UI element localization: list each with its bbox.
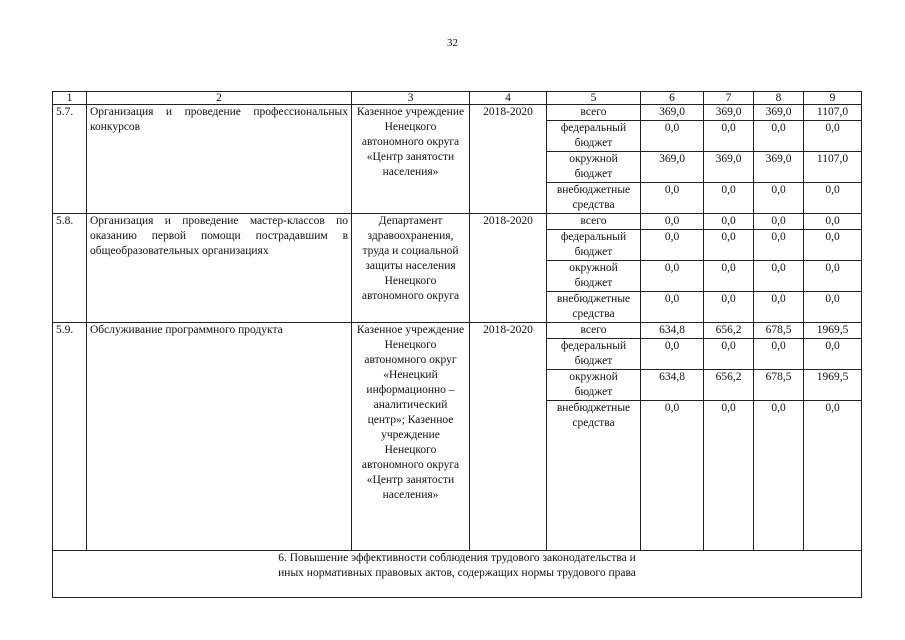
amount-cell: 0,0 — [804, 121, 862, 152]
amount-cell: 0,0 — [804, 214, 862, 230]
amount-cell: 0,0 — [641, 121, 704, 152]
funding-source: всего — [547, 214, 641, 230]
amount-cell: 369,0 — [754, 152, 804, 183]
measure-number: 5.8. — [53, 214, 87, 323]
amount-cell: 634,8 — [641, 323, 704, 339]
amount-cell: 0,0 — [704, 339, 754, 370]
amount-cell: 0,0 — [754, 292, 804, 323]
funding-source: окружной бюджет — [547, 370, 641, 401]
amount-cell: 0,0 — [754, 121, 804, 152]
program-table — [52, 91, 862, 598]
table-row — [53, 214, 862, 230]
amount-cell: 0,0 — [704, 121, 754, 152]
amount-cell: 0,0 — [704, 401, 754, 551]
amount-cell: 0,0 — [754, 401, 804, 551]
amount-cell: 0,0 — [641, 214, 704, 230]
page-number: 32 — [447, 37, 458, 49]
header-cell: 5 — [547, 92, 641, 105]
header-cell: 9 — [804, 92, 862, 105]
amount-cell: 0,0 — [641, 230, 704, 261]
amount-cell: 369,0 — [754, 105, 804, 121]
amount-cell: 0,0 — [754, 339, 804, 370]
amount-cell: 656,2 — [704, 370, 754, 401]
amount-cell: 0,0 — [754, 261, 804, 292]
header-cell: 7 — [704, 92, 754, 105]
section-row — [53, 551, 862, 598]
amount-cell: 1107,0 — [804, 105, 862, 121]
amount-cell: 0,0 — [704, 214, 754, 230]
amount-cell: 0,0 — [704, 230, 754, 261]
amount-cell: 369,0 — [641, 105, 704, 121]
measure-years: 2018-2020 — [470, 214, 547, 323]
header-cell: 2 — [87, 92, 352, 105]
amount-cell: 0,0 — [641, 292, 704, 323]
amount-cell: 634,8 — [641, 370, 704, 401]
amount-cell: 369,0 — [704, 152, 754, 183]
amount-cell: 369,0 — [641, 152, 704, 183]
amount-cell: 656,2 — [704, 323, 754, 339]
measure-executor: Казенное учреждение Ненецкого автономного округ «Ненецкий информационно – аналитический центр»; Казенное учреждение Ненецкого автономного округа «Центр занятости населения» — [352, 323, 470, 551]
header-cell: 3 — [352, 92, 470, 105]
funding-source: всего — [547, 323, 641, 339]
amount-cell: 0,0 — [704, 183, 754, 214]
header-row — [53, 92, 862, 105]
amount-cell: 1107,0 — [804, 152, 862, 183]
amount-cell: 678,5 — [754, 323, 804, 339]
amount-cell: 0,0 — [754, 214, 804, 230]
amount-cell: 0,0 — [641, 261, 704, 292]
funding-source: федеральный бюджет — [547, 230, 641, 261]
header-cell: 8 — [754, 92, 804, 105]
amount-cell: 0,0 — [804, 183, 862, 214]
funding-source: окружной бюджет — [547, 261, 641, 292]
amount-cell: 1969,5 — [804, 323, 862, 339]
header-cell: 1 — [53, 92, 87, 105]
measure-executor: Департамент здравоохранения, труда и социальной защиты населения Ненецкого автономного округа — [352, 214, 470, 323]
funding-source: внебюджетные средства — [547, 183, 641, 214]
funding-source: всего — [547, 105, 641, 121]
amount-cell: 0,0 — [804, 401, 862, 551]
measure-number: 5.7. — [53, 105, 87, 214]
amount-cell: 0,0 — [804, 339, 862, 370]
header-cell: 4 — [470, 92, 547, 105]
amount-cell: 0,0 — [704, 261, 754, 292]
header-cell: 6 — [641, 92, 704, 105]
measure-executor: Казенное учреждение Ненецкого автономного округа «Центр занятости населения» — [352, 105, 470, 214]
section-title-line: 6. Повышение эффективности соблюдения трудового законодательства и — [278, 552, 636, 564]
funding-source: федеральный бюджет — [547, 121, 641, 152]
amount-cell: 0,0 — [754, 230, 804, 261]
measure-name: Обслуживание программного продукта — [87, 323, 352, 551]
measure-name: Организация и проведение профессиональных конкурсов — [87, 105, 352, 214]
amount-cell: 0,0 — [704, 292, 754, 323]
amount-cell: 0,0 — [804, 292, 862, 323]
amount-cell: 0,0 — [641, 183, 704, 214]
funding-source: окружной бюджет — [547, 152, 641, 183]
section-title — [53, 551, 862, 598]
section-title-line: иных нормативных правовых актов, содержащих нормы трудового права — [278, 567, 636, 579]
amount-cell: 0,0 — [804, 230, 862, 261]
amount-cell: 0,0 — [641, 339, 704, 370]
funding-source: федеральный бюджет — [547, 339, 641, 370]
measure-number: 5.9. — [53, 323, 87, 551]
amount-cell: 369,0 — [704, 105, 754, 121]
amount-cell: 678,5 — [754, 370, 804, 401]
table-row — [53, 323, 862, 339]
measure-years: 2018-2020 — [470, 105, 547, 214]
measure-name: Организация и проведение мастер-классов по оказанию первой помощи пострадавшим в общеобразовательных организациях — [87, 214, 352, 323]
amount-cell: 1969,5 — [804, 370, 862, 401]
funding-source: внебюджетные средства — [547, 292, 641, 323]
measure-years: 2018-2020 — [470, 323, 547, 551]
amount-cell: 0,0 — [804, 261, 862, 292]
amount-cell: 0,0 — [641, 401, 704, 551]
table-row — [53, 105, 862, 121]
funding-source: внебюджетные средства — [547, 401, 641, 551]
amount-cell: 0,0 — [754, 183, 804, 214]
